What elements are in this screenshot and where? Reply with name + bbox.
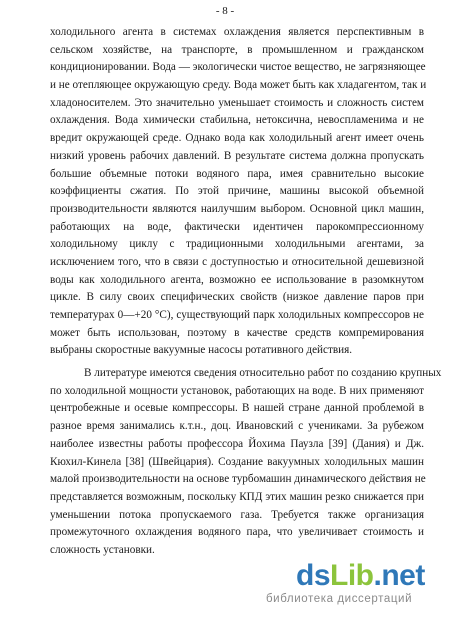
paragraph-1-line-15: воды как холодильного агента, возможно ее использование в разомкнутом: [50, 273, 424, 286]
paragraph-2-line-6: Кюхил-Кинела [38] (Швейцария). Создание вакуумных холодильных машин: [50, 455, 424, 468]
paragraph-1-line-19: выбраны скоростные вакуумные насосы ротативного действия.: [50, 344, 353, 357]
paragraph-2-line-7: малой производительности на основе турбомашин динамического действия не: [50, 473, 426, 486]
paragraph-1-line-3: кондиционировании. Вода — экологически чистое вещество, не загрязняющее: [50, 61, 426, 74]
paragraph-2-line-2: по холодильной мощности установок, работающих на воде. В них применяют: [50, 384, 424, 397]
logo-lib-part: Lib: [330, 559, 374, 592]
watermark-subtitle: библиотека диссертаций: [266, 593, 413, 605]
paragraph-1-line-9: большие объемные потоки водяного пара, имея сравнительно высокие: [50, 167, 424, 180]
paragraph-1-line-8: низкий уровень рабочих давлений. В результате система должна пропускать: [50, 149, 424, 162]
paragraph-2-line-4: разное время занимались к.т.н., доц. Ивановский с учениками. За рубежом: [50, 420, 424, 433]
paragraph-1-line-7: вредит окружающей среде. Однако вода как холодильный агент имеет очень: [50, 132, 424, 145]
paragraph-1-line-10: коэффициенты сжатия. По этой причине, машины высокой объемной: [50, 185, 424, 198]
paragraph-2-line-3: центробежные и осевые компрессоры. В нашей стране данной проблемой в: [50, 402, 424, 415]
page-number: - 8 -: [215, 5, 235, 17]
paragraph-1-line-2: сельском хозяйстве, на транспорте, в промышленном и гражданском: [50, 43, 424, 56]
document-body: [50, 24, 442, 560]
dslib-watermark: [262, 560, 442, 608]
paragraph-1-line-6: охлаждения. Вода химически стабильна, нетоксична, невоспламенима и не: [50, 114, 424, 127]
logo-net-part: .net: [373, 559, 425, 592]
paragraph-1-line-12: работающих на воде, фактически идентичен парокомпрессионному: [50, 220, 424, 233]
paragraph-1-line-4: и не отепляющее окружающую среду. Вода может быть как хладагентом, так и: [50, 79, 427, 92]
paragraph-1-line-16: цикле. В силу своих специфических свойств (низкое давление паров при: [50, 291, 424, 304]
paragraph-1-line-11: производительности являются наилучшим выбором. Основной цикл машин,: [50, 202, 424, 215]
dslib-logo: [296, 560, 425, 592]
paragraph-1-line-1: холодильного агента в системах охлаждения является перспективным в: [50, 26, 424, 38]
paragraph-1-line-18: может быть использован, поэтому в качестве средств компремирования: [50, 326, 424, 339]
paragraph-1-line-13: холодильному циклу с традиционными холодильными агентами, за: [50, 238, 424, 251]
paragraph-2-line-8: представляется возможным, поскольку КПД этих машин резко снижается при: [50, 490, 424, 503]
paragraph-1-line-17: температурах 0—+20 °С), существующий парк холодильных компрессоров не: [50, 309, 424, 321]
paragraph-2-line-1: В литературе имеются сведения относительно работ по созданию крупных: [84, 367, 442, 380]
paragraph-1-line-5: хладоносителем. Это значительно уменьшает стоимость и сложность систем: [50, 96, 424, 109]
paragraph-2-line-9: уменьшении потока пропускаемого газа. Требуется также организация: [50, 508, 424, 521]
paragraph-1-line-14: исключением того, что в связи с доступностью и относительной дешевизной: [50, 255, 424, 268]
paragraph-2-line-11: сложность установки.: [50, 543, 155, 556]
logo-ds-part: ds: [296, 559, 331, 592]
paragraph-2-line-10: промежуточного охлаждения водяного пара, что увеличивает стоимость и: [50, 526, 424, 539]
paragraph-2-line-5: наиболее известны работы профессора Йохима Паузла [39] (Дания) и Дж.: [50, 437, 424, 450]
